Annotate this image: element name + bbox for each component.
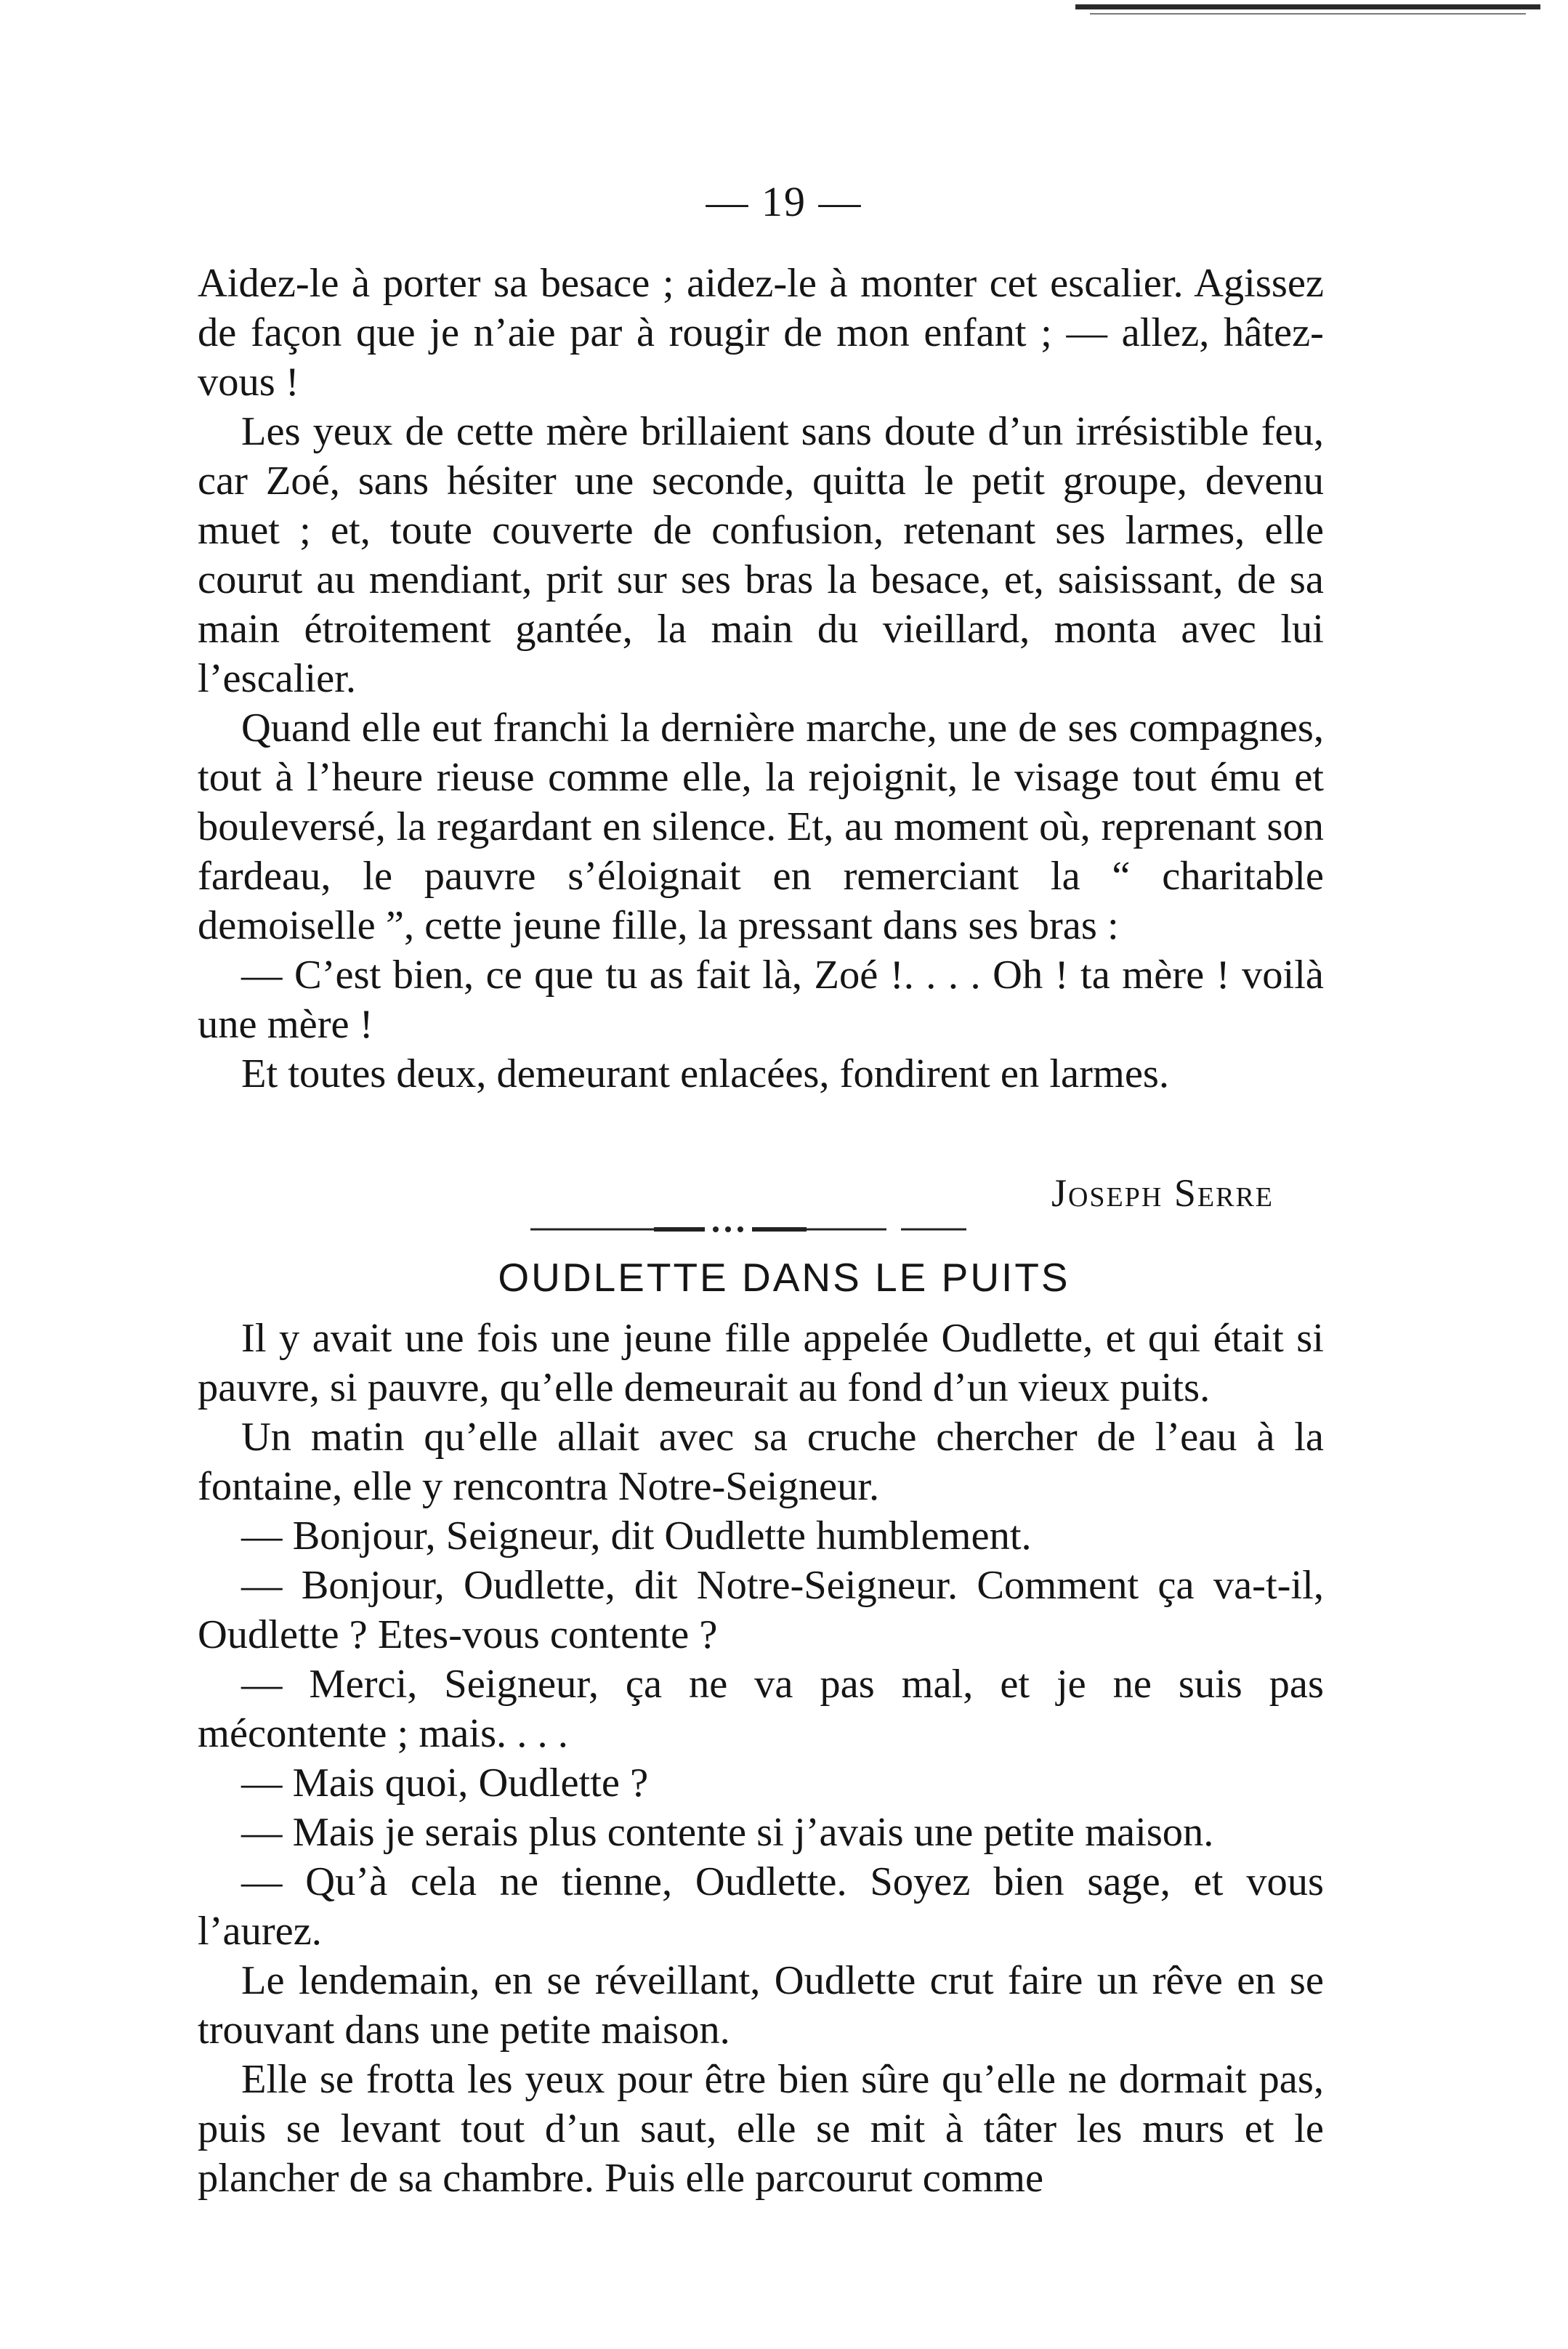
story-paragraph-3: — Bonjour, Seigneur, dit Oudlette humblement. <box>241 1513 1032 1558</box>
passage-1 <box>198 259 1324 1099</box>
page-number: — 19 — <box>706 178 862 225</box>
story-text <box>198 1314 1324 2203</box>
story-title: OUDLETTE DANS LE PUITS <box>498 1255 1070 1300</box>
passage-1-paragraph-5: Et toutes deux, demeurant enlacées, fondirent en larmes. <box>241 1051 1170 1096</box>
author-signature: Joseph Serre <box>1051 1171 1274 1215</box>
top-edge-rule-thin <box>1090 13 1526 15</box>
story-paragraph-10: Elle se frotta les yeux pour être bien sûre qu’elle ne dormait pas, puis se levant tout d’un saut, elle se mit à tâter les murs et le plancher de sa chambre. Puis elle parcourut comme <box>198 2057 1324 2201</box>
top-edge-rule <box>1075 4 1540 9</box>
story-paragraph-5: — Merci, Seigneur, ça ne va pas mal, et je ne suis pas mécontente ; mais. . . . <box>198 1662 1324 1756</box>
story-paragraph-8: — Qu’à cela ne tienne, Oudlette. Soyez bien sage, et vous l’aurez. <box>198 1859 1324 1954</box>
story-paragraph-9: Le lendemain, en se réveillant, Oudlette crut faire un rêve en se trouvant dans une petite maison. <box>198 1958 1324 2053</box>
story-paragraph-2: Un matin qu’elle allait avec sa cruche chercher de l’eau à la fontaine, elle y rencontra Notre-Seigneur. <box>198 1415 1324 1509</box>
section-divider <box>530 1224 966 1235</box>
story-paragraph-7: — Mais je serais plus contente si j’avais une petite maison. <box>241 1810 1214 1855</box>
passage-1-paragraph-3: Quand elle eut franchi la dernière marche, une de ses compagnes, tout à l’heure rieuse comme elle, la rejoignit, le visage tout ému et bouleversé, la regardant en silence. Et, au moment où, reprenant son fardeau, le pauvre s’éloignait en remerciant la “ charitable demoiselle ”, cette jeune fille, la pressant dans ses bras : <box>198 705 1324 948</box>
story-paragraph-6: — Mais quoi, Oudlette ? <box>241 1760 649 1806</box>
passage-1-paragraph-1: Aidez-le à porter sa besace ; aidez-le à monter cet escalier. Agissez de façon que je n’aie par à rougir de mon enfant ; — allez, hâtez-vous ! <box>198 261 1324 405</box>
passage-1-paragraph-2: Les yeux de cette mère brillaient sans doute d’un irrésistible feu, car Zoé, sans hésiter une seconde, quitta le petit groupe, devenu muet ; et, toute couverte de confusion, retenant ses larmes, elle courut au mendiant, prit sur ses bras la besace, et, saisissant, de sa main étroitement gantée, la main du vieillard, monta avec lui l’escalier. <box>198 409 1324 701</box>
passage-1-paragraph-4: — C’est bien, ce que tu as fait là, Zoé !. . . . Oh ! ta mère ! voilà une mère ! <box>198 953 1324 1047</box>
story-paragraph-1: Il y avait une fois une jeune fille appelée Oudlette, et qui était si pauvre, si pauvre, qu’elle demeurait au fond d’un vieux puits. <box>198 1316 1324 1410</box>
story-paragraph-4: — Bonjour, Oudlette, dit Notre-Seigneur. Comment ça va-t-il, Oudlette ? Etes-vous contente ? <box>198 1563 1324 1657</box>
